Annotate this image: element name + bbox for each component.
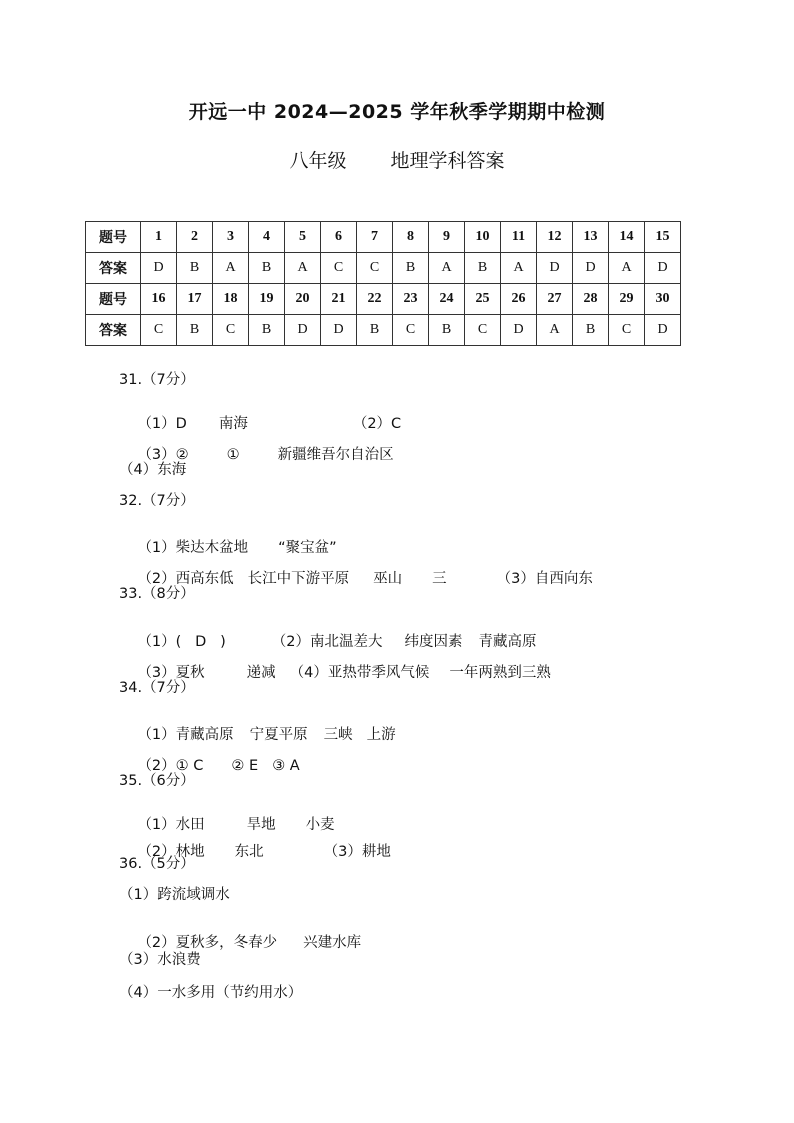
answer-cell: B [393,253,429,284]
row-label: 题号 [86,222,141,253]
question-number-cell: 25 [465,284,501,315]
q35-header: 35.（6分） [119,773,195,789]
answer-text: ② E [231,758,259,774]
q33-header: 33.（8分） [119,586,195,602]
answer-cell: B [249,253,285,284]
question-number-cell: 4 [249,222,285,253]
answer-text: （2）南北温差大 [271,634,383,650]
answer-cell: B [177,253,213,284]
answer-text: 上游 [366,727,396,743]
answer-cell: D [321,315,357,346]
question-number-cell: 3 [213,222,249,253]
question-number-cell: 2 [177,222,213,253]
answer-cell: A [537,315,573,346]
answer-cell: C [357,253,393,284]
answer-cell: D [573,253,609,284]
answer-cell: C [393,315,429,346]
answer-text: （3）耕地 [323,844,391,860]
question-number-cell: 21 [321,284,357,315]
answer-cell: D [141,253,177,284]
row-label: 答案 [86,253,141,284]
page-title: 开远一中 2024—2025 学年秋季学期期中检测 [188,101,606,123]
answer-text: （1）水田 [137,817,205,833]
answer-cell: C [609,315,645,346]
answer-cell: A [213,253,249,284]
q36-header: 36.（5分） [119,856,195,872]
question-number-cell: 5 [285,222,321,253]
question-number-cell: 30 [645,284,681,315]
answer-text: 旱地 [246,817,276,833]
question-number-cell: 26 [501,284,537,315]
answer-text: （2）① C [137,758,204,774]
answer-row [86,315,681,346]
answer-text: 新疆维吾尔自治区 [277,447,394,463]
q34-header: 34.（7分） [119,680,195,696]
answer-cell: B [573,315,609,346]
answer-text: 纬度因素 [404,634,463,650]
answer-text: 一年两熟到三熟 [449,665,551,681]
answer-cell: C [321,253,357,284]
q31-header: 31.（7分） [119,372,195,388]
answer-text: （3）夏秋 [137,665,205,681]
question-number-cell: 18 [213,284,249,315]
question-number-cell: 24 [429,284,465,315]
answer-cell: B [429,315,465,346]
answer-text: （1）青藏高原 [137,727,234,743]
answer-text: 青藏高原 [478,634,537,650]
question-number-cell: 19 [249,284,285,315]
answer-text: （2）西高东低 [137,571,234,587]
answer-text: 宁夏平原 [249,727,308,743]
answer-cell: B [465,253,501,284]
answer-cell: D [645,253,681,284]
answer-text: （1）D [137,416,187,432]
answer-cell: C [141,315,177,346]
question-number-cell: 29 [609,284,645,315]
answer-cell: A [285,253,321,284]
answer-text: 巫山 [373,571,403,587]
question-number-cell: 13 [573,222,609,253]
answer-text: 南海 [218,416,248,432]
answer-row [86,253,681,284]
page-subtitle [0,146,794,173]
q32-header: 32.（7分） [119,493,195,509]
question-number-row [86,284,681,315]
question-number-cell: 6 [321,222,357,253]
question-number-cell: 28 [573,284,609,315]
question-number-row [86,222,681,253]
answer-text: 东北 [234,844,264,860]
subject-label: 地理学科答案 [390,150,505,172]
q36-line4: （4）一水多用（节约用水） [119,985,303,1001]
question-number-cell: 12 [537,222,573,253]
answer-text: ① [226,447,240,463]
question-number-cell: 16 [141,284,177,315]
answer-cell: A [501,253,537,284]
question-number-cell: 9 [429,222,465,253]
question-number-cell: 22 [357,284,393,315]
row-label: 题号 [86,284,141,315]
answer-text: （4）亚热带季风气候 [289,665,430,681]
question-number-cell: 27 [537,284,573,315]
answer-cell: B [249,315,285,346]
answer-text: （2）林地 [137,844,205,860]
question-number-cell: 7 [357,222,393,253]
answer-table [85,221,681,346]
answer-text: （1）柴达木盆地 [137,540,249,556]
question-number-cell: 11 [501,222,537,253]
answer-text: 三 [432,571,447,587]
question-number-cell: 20 [285,284,321,315]
answer-text: 小麦 [305,817,335,833]
answer-text: （3）② [137,447,189,463]
question-number-cell: 17 [177,284,213,315]
question-number-cell: 14 [609,222,645,253]
answer-cell: A [429,253,465,284]
question-number-cell: 1 [141,222,177,253]
answer-text: （2）C [352,416,402,432]
answer-text: 三峡 [323,727,353,743]
answer-cell: D [645,315,681,346]
answer-text: 递减 [246,665,276,681]
q36-line3: （3）水浪费 [119,952,201,968]
answer-text: （1）( D ) [137,634,226,650]
answer-cell: D [285,315,321,346]
answer-cell: B [177,315,213,346]
row-label: 答案 [86,315,141,346]
answer-cell: D [501,315,537,346]
grade-label: 八年级 [289,150,347,172]
answer-text: 长江中下游平原 [247,571,350,587]
question-number-cell: 8 [393,222,429,253]
q36-line1: （1）跨流域调水 [119,887,230,903]
question-number-cell: 10 [465,222,501,253]
answer-cell: C [213,315,249,346]
answer-text: ③ A [272,758,300,774]
question-number-cell: 15 [645,222,681,253]
answer-cell: C [465,315,501,346]
answer-text: （2）夏秋多，冬春少 [137,935,278,951]
answer-text: 兴建水库 [303,935,362,951]
answer-text: “聚宝盆” [278,540,337,556]
answer-cell: B [357,315,393,346]
answer-cell: D [537,253,573,284]
question-number-cell: 23 [393,284,429,315]
q31-line3: （4）东海 [119,462,187,478]
answer-cell: A [609,253,645,284]
answer-text: （3）自西向东 [496,571,593,587]
